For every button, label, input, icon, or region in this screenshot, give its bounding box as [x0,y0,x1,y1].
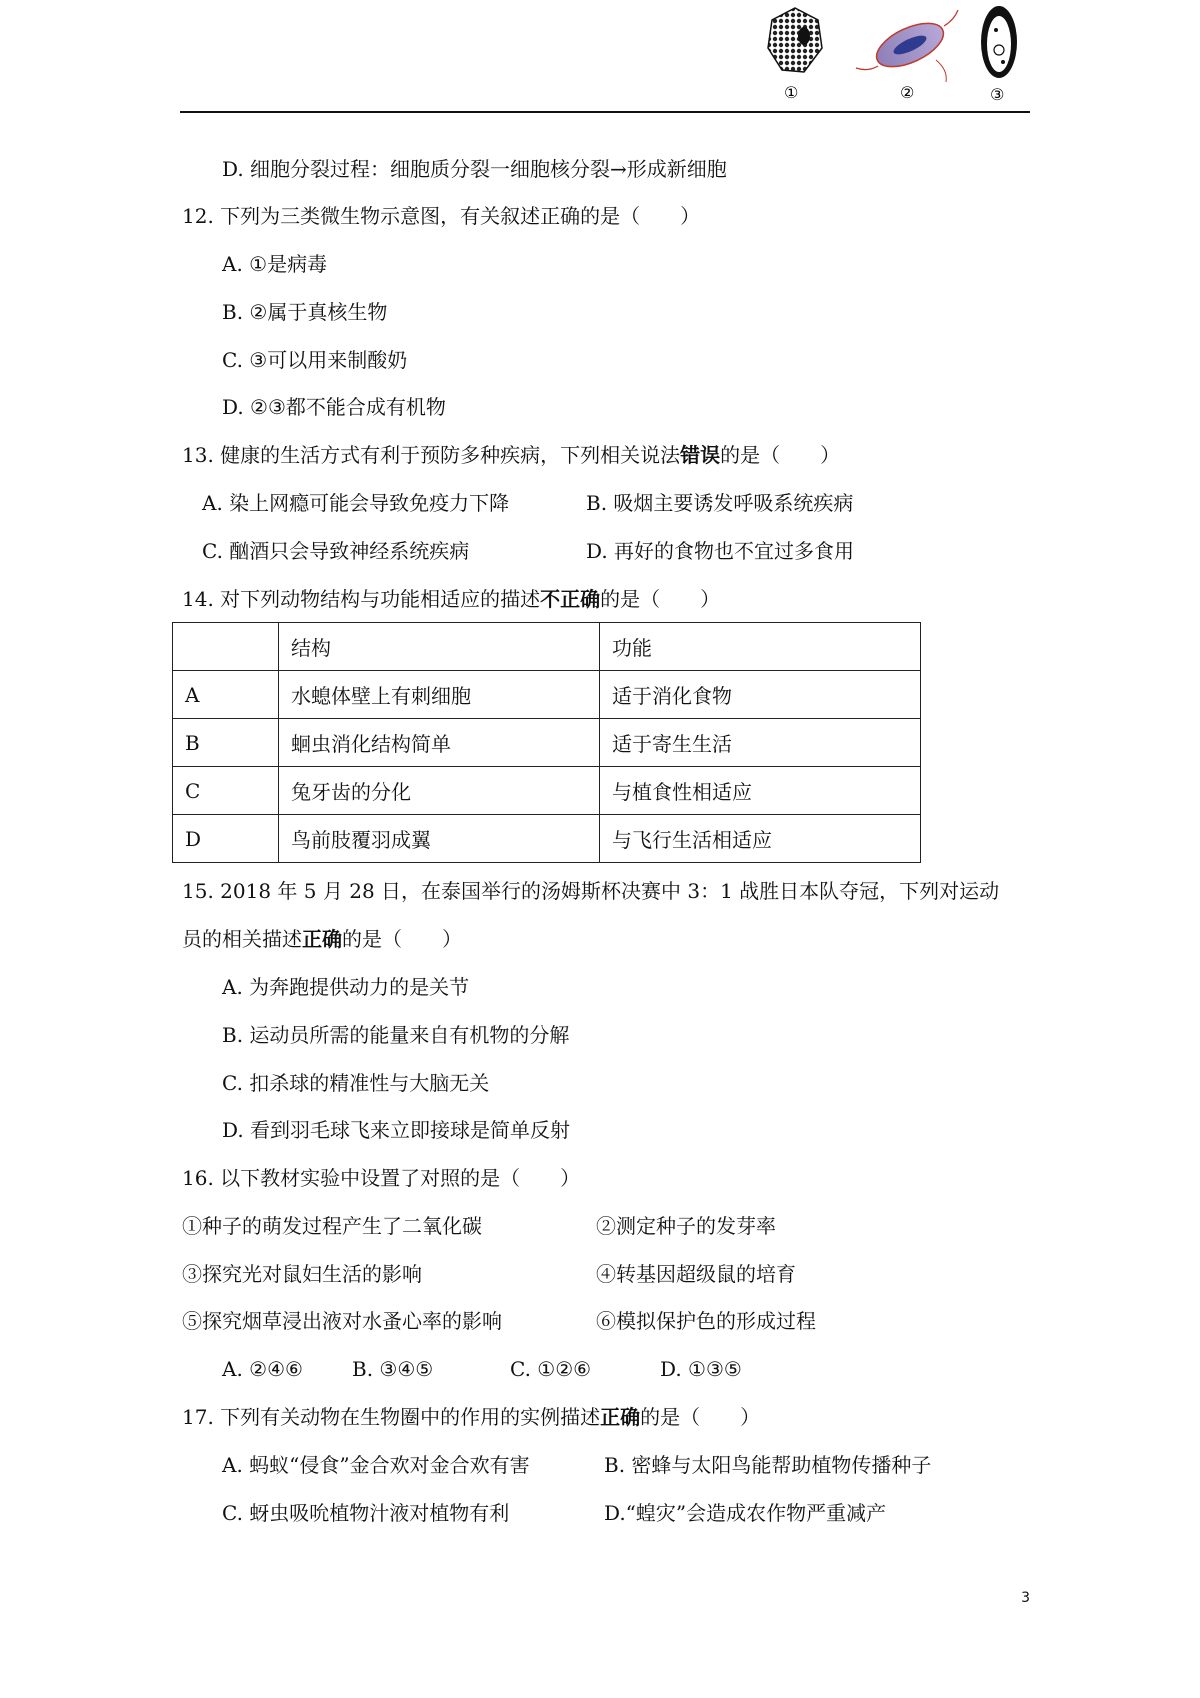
q13-stem-emphasis: 错误 [680,443,721,467]
bacterium-icon [856,10,958,82]
q12-stem: 12. 下列为三类微生物示意图，有关叙述正确的是（ ） [182,204,701,228]
q16-item-6: ⑥模拟保护色的形成过程 [596,1309,816,1333]
q17-option-d: D.“蝗灾”会造成农作物严重减产 [604,1501,887,1525]
q16-option-a: A. ②④⑥ [222,1357,303,1381]
q13-option-b: B. 吸烟主要诱发呼吸系统疾病 [586,491,854,515]
table-cell: 与飞行生活相适应 [600,815,921,863]
q15-stem-emphasis: 正确 [302,927,342,951]
q13-stem-pre: 13. 健康的生活方式有利于预防多种疾病，下列相关说法 [182,443,681,467]
table-header-cell [173,623,279,671]
table-header-cell: 结构 [279,623,600,671]
q15-option-c: C. 扣杀球的精准性与大脑无关 [222,1071,490,1095]
q16-option-d: D. ①③⑤ [660,1357,742,1381]
q16-item-1: ①种子的萌发过程产生了二氧化碳 [182,1214,482,1238]
q14-stem-pre: 14. 对下列动物结构与功能相适应的描述 [182,587,541,611]
table-cell: 兔牙齿的分化 [279,767,600,815]
table-row [173,815,921,863]
q16-item-4: ④转基因超级鼠的培育 [596,1262,796,1286]
q13-option-d: D. 再好的食物也不宜过多食用 [586,539,855,563]
q12-option-d: D. ②③都不能合成有机物 [222,395,446,419]
table-cell: B [173,719,279,767]
q15-stem-line1: 15. 2018 年 5 月 28 日，在泰国举行的汤姆斯杯决赛中 3：1 战胜日本队夺冠，下列对运动 [182,879,1000,903]
q14-stem [182,585,720,613]
header-rule [180,111,1030,113]
q15-stem-pre: 员的相关描述 [182,927,302,951]
q15-option-d: D. 看到羽毛球飞来立即接球是简单反射 [222,1118,571,1142]
q13-stem [182,441,840,469]
q13-option-c: C. 酗酒只会导致神经系统疾病 [202,539,470,563]
page-number: 3 [1021,1590,1030,1606]
table-row [173,719,921,767]
q16-option-c: C. ①②⑥ [510,1357,592,1381]
q15-stem-line2 [182,925,462,953]
q17-option-c: C. 蚜虫吸吮植物汁液对植物有利 [222,1501,510,1525]
q11-option-d: D. 细胞分裂过程：细胞质分裂一细胞核分裂→形成新细胞 [222,157,727,181]
q13-option-a: A. 染上网瘾可能会导致免疫力下降 [202,491,510,515]
microorganism-illustrations [760,0,1050,110]
q17-option-b: B. 密蜂与太阳鸟能帮助植物传播种子 [604,1453,932,1477]
q14-stem-post: 的是（ ） [600,587,721,611]
q17-stem-post: 的是（ ） [640,1405,761,1429]
table-row [173,671,921,719]
table-cell: 适于寄生生活 [600,719,921,767]
q14-table [172,622,921,863]
figure-label-3: ③ [990,85,1005,104]
q16-item-3: ③探究光对鼠妇生活的影响 [182,1262,422,1286]
figure-label-1: ① [784,83,799,102]
q16-stem: 16. 以下教材实验中设置了对照的是（ ） [182,1166,581,1190]
q15-option-b: B. 运动员所需的能量来自有机物的分解 [222,1023,570,1047]
table-header-row [173,623,921,671]
q13-stem-post: 的是（ ） [720,443,841,467]
q15-option-a: A. 为奔跑提供动力的是关节 [222,975,470,999]
figure-label-2: ② [900,83,915,102]
q14-stem-emphasis: 不正确 [540,587,601,611]
q16-item-2: ②测定种子的发芽率 [596,1214,776,1238]
q16-option-b: B. ③④⑤ [352,1357,434,1381]
table-cell: C [173,767,279,815]
table-cell: 蛔虫消化结构简单 [279,719,600,767]
table-cell: 与植食性相适应 [600,767,921,815]
table-row [173,767,921,815]
table-cell: D [173,815,279,863]
table-header-cell: 功能 [600,623,921,671]
q12-option-c: C. ③可以用来制酸奶 [222,348,408,372]
q16-item-5: ⑤探究烟草浸出液对水蚤心率的影响 [182,1309,502,1333]
q17-stem-emphasis: 正确 [600,1405,641,1429]
virus-icon [768,8,822,72]
table-cell: 适于消化食物 [600,671,921,719]
q12-option-a: A. ①是病毒 [222,252,328,276]
q15-stem-post: 的是（ ） [342,927,462,951]
table-cell: 水螅体壁上有刺细胞 [279,671,600,719]
table-cell: A [173,671,279,719]
yeast-cell-icon [981,6,1017,78]
q17-stem-pre: 17. 下列有关动物在生物圈中的作用的实例描述 [182,1405,601,1429]
q12-option-b: B. ②属于真核生物 [222,300,388,324]
q17-stem [182,1403,760,1431]
table-cell: 鸟前肢覆羽成翼 [279,815,600,863]
q17-option-a: A. 蚂蚁“侵食”金合欢对金合欢有害 [222,1453,530,1477]
